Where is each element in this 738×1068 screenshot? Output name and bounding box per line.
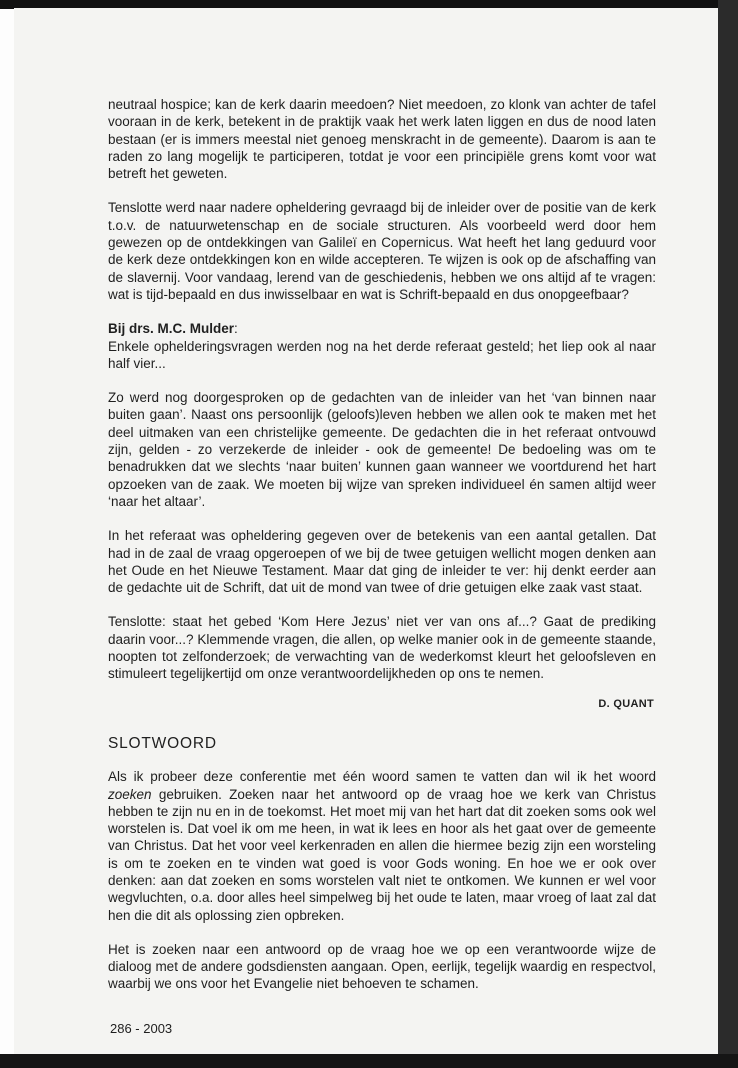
speaker-colon: : xyxy=(234,321,238,337)
paragraph-gebed: Tenslotte: staat het gebed ‘Kom Here Jezus’ niet ver van ons af...? Gaat de prediking daarin voor...? Klemmende vragen, die allen, op welke manier ook in de gemeente staande, noopten tot zelfonderzoek; de verwachting van de wederkomst kleurt het geloofsleven en stimuleert tegelijkertijd om onze verantwoordelijkheden op ons te nemen. xyxy=(108,614,656,682)
author-signature: D. QUANT xyxy=(598,697,654,710)
paragraph-hospice: neutraal hospice; kan de kerk daarin meedoen? Niet meedoen, zo klonk van achter de tafel vooraan in de kerk, betekent in de praktijk vaak het werk laten liggen en dus de nood laten bestaan (er is immers meestal niet genoeg menskracht in de gemeente). Daarom is aan te raden zo lang mogelijk te participeren, totdat je voor een principiële grens komt voor wat betreft het geweten. xyxy=(108,97,656,182)
paragraph-mulder xyxy=(108,320,656,372)
document-page xyxy=(14,8,718,1054)
speaker-heading: Bij drs. M.C. Mulder xyxy=(108,321,235,337)
zoeken-text-2: gebruiken. Zoeken naar het antwoord op de vraag hoe we kerk van Christus hebben te zijn nu en in de toekomst. Het moet mij van het hart dat dit zoeken soms ook wel worstelen is. Dat voel ik om me heen, in wat ik lees en hoor als het gaat over de gemeente van Christus. Dat het voor veel kerkenraden en allen die hiermee bezig zijn een worsteling is om te zoeken en te vinden wat goed is voor Gods woning. En hoe we er ook over denken: aan dat zoeken en soms worstelen valt niet te ontkomen. We kunnen er wel voor wegvluchten, o.a. door alles heel simpelweg bij het oude te laten, maar vroeg of laat zal dat hen die dit als oplossing zien opbreken. xyxy=(108,786,656,923)
paragraph-ophelderingsvragen: Enkele ophelderingsvragen werden nog na het derde referaat gesteld; het liep ook al naar half vier... xyxy=(108,338,656,371)
scan-right-edge xyxy=(718,0,738,1068)
paragraph-natuurwetenschap: Tenslotte werd naar nadere opheldering gevraagd bij de inleider over de positie van de kerk t.o.v. de natuurwetenschap en de sociale structuren. Als voorbeeld werd door hem gewezen op de ontdekkingen van Galileï en Copernicus. Wat heeft het lang geduurd voor de kerk deze ontdekkingen kon en wilde accepteren. Te wijzen is ook op de afschaffing van de slavernij. Voor vandaag, lerend van de geschiedenis, hebben we ons altijd af te vragen: wat is tijd-bepaald en dus inwisselbaar en wat is Schrift-bepaald en dus onopgeefbaar? xyxy=(108,200,656,302)
page-number: 286 - 2003 xyxy=(110,1021,173,1036)
paragraph-getallen: In het referaat was opheldering gegeven over de betekenis van een aantal getallen. Dat had in de zaal de vraag opgeroepen of we bij de twee getuigen wellicht mogen denken aan het Oude en het Nieuwe Testament. Maar dat ging de inleider te ver: hij denkt eerder aan de gedachte uit de Schrift, dat uit de mond van twee of drie getuigen elke zaak vast staat. xyxy=(108,528,656,596)
zoeken-emphasis: zoeken xyxy=(108,786,152,802)
page-left-margin xyxy=(0,0,14,1068)
paragraph-binnen-buiten: Zo werd nog doorgesproken op de gedachten van de inleider van het ‘van binnen naar buiten gaan’. Naast ons persoonlijk (geloofs)leven hebben we allen ook te maken met het deel uitmaken van een christelijke gemeente. De gedachten die in het referaat ontvouwd zijn, gelden - zo verzekerde de inleider - ook de gemeente! De bedoeling was om te benadrukken dat we slechts ‘naar buiten’ kunnen gaan wanneer we voortdurend het hart opzoeken van de zaak. We moeten bij wijze van spreken individueel én samen altijd weer ‘naar het altaar’. xyxy=(108,390,656,509)
zoeken-text-1: Als ik probeer deze conferentie met één woord samen te vatten dan wil ik het woord xyxy=(108,769,656,785)
scan-bottom-edge xyxy=(0,1054,738,1068)
body-text xyxy=(108,96,656,1010)
paragraph-dialoog: Het is zoeken naar een antwoord op de vraag hoe we op een verantwoorde wijze de dialoog met de andere godsdiensten aangaan. Open, eerlijk, tegelijk waardig en respectvol, waarbij we ons voor het Evangelie niet behoeven te schamen. xyxy=(108,941,656,992)
paragraph-zoeken xyxy=(108,768,656,924)
section-heading: SLOTWOORD xyxy=(108,734,217,752)
